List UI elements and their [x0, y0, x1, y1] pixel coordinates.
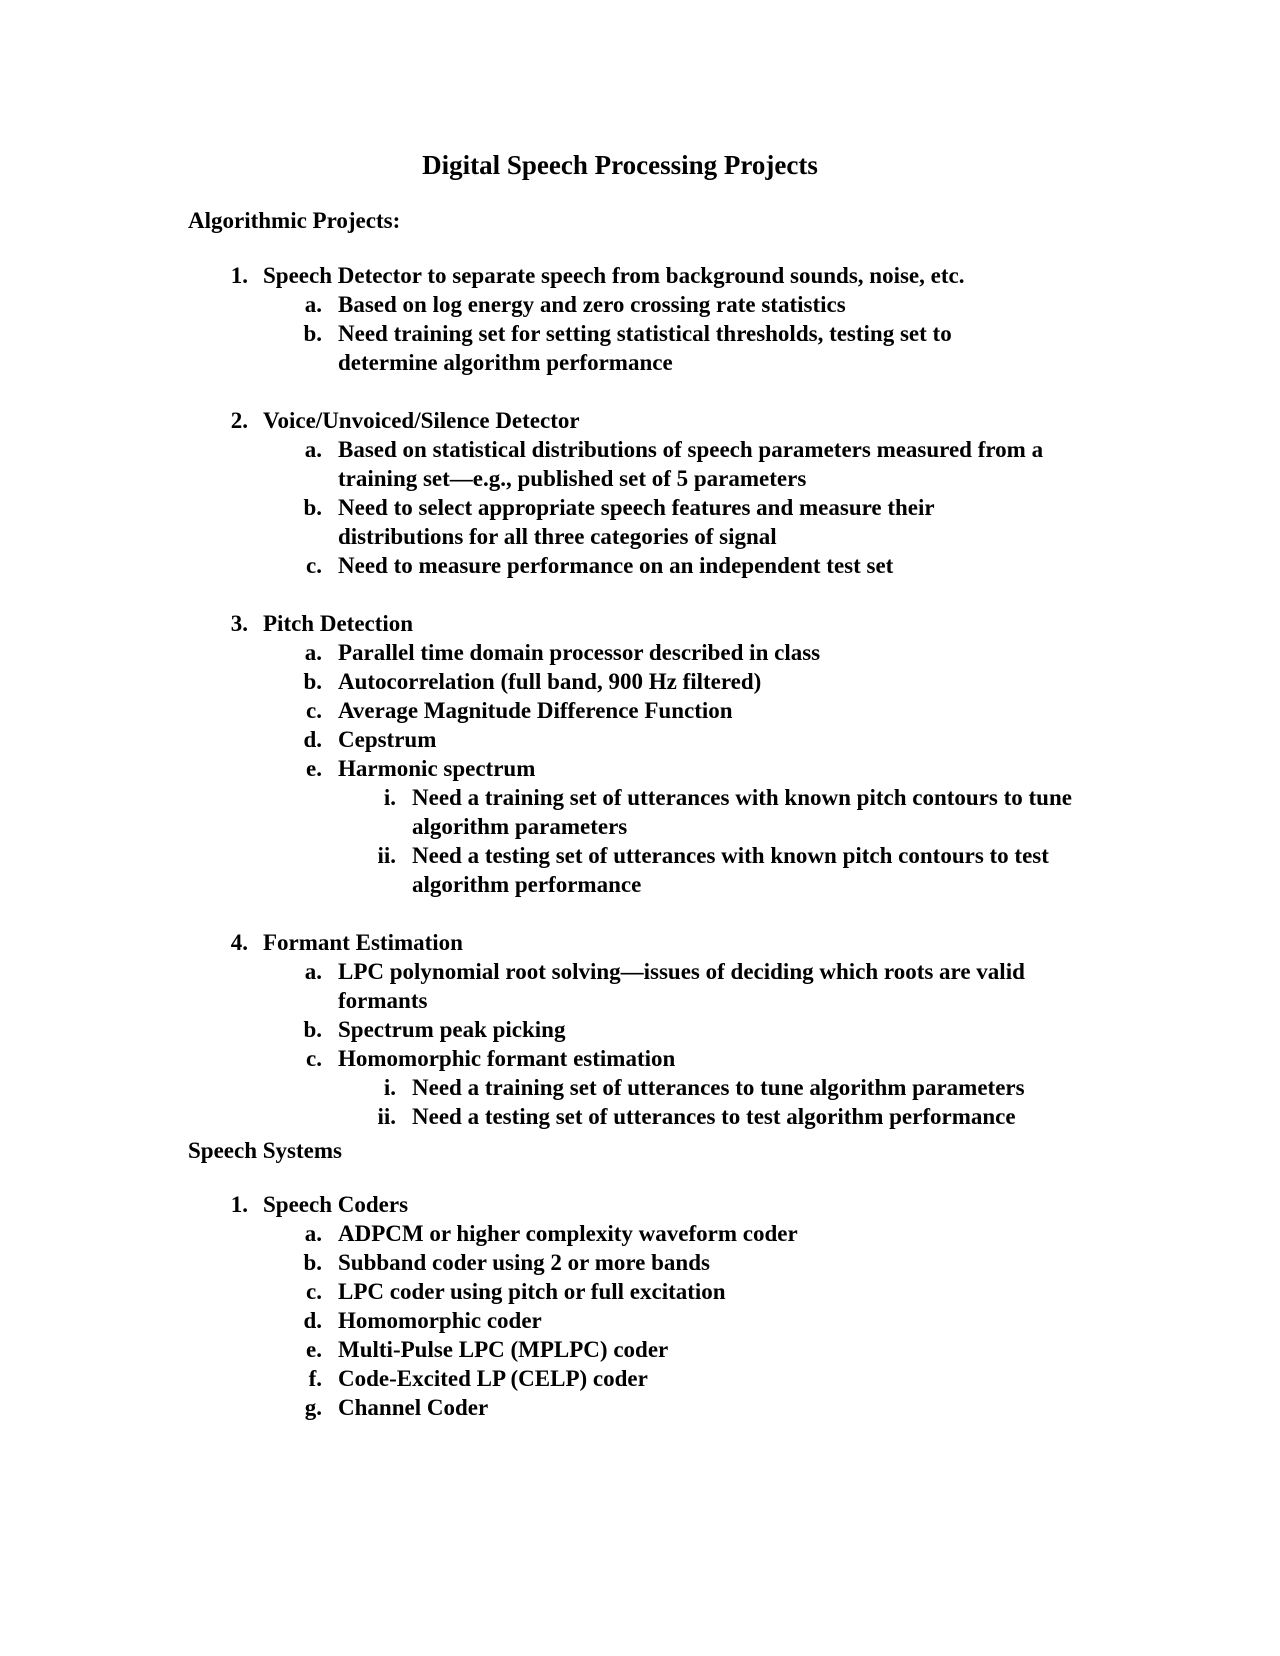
sub-item — [0, 638, 1280, 667]
item-text: Formant Estimation — [263, 930, 463, 955]
sub-item-text: Channel Coder — [338, 1395, 489, 1420]
sub-item-text: Average Magnitude Difference Function — [338, 698, 733, 723]
list-item — [0, 928, 1280, 957]
item-number: 1. — [230, 263, 248, 288]
list-item — [0, 1190, 1280, 1219]
sub-item-label: e. — [306, 756, 322, 781]
sub-item-text: Subband coder using 2 or more bands — [338, 1250, 710, 1275]
sub-sub-item-label: ii. — [377, 1104, 396, 1129]
speech-systems-list — [0, 1190, 1280, 1422]
sub-item-label: b. — [303, 669, 322, 694]
section-heading-algorithmic: Algorithmic Projects: — [188, 208, 401, 233]
sub-item-label: a. — [304, 1221, 322, 1246]
list-item — [0, 609, 1280, 638]
item-text: Speech Detector to separate speech from background sounds, noise, etc. — [263, 263, 965, 288]
sub-item-text: Multi-Pulse LPC (MPLPC) coder — [338, 1337, 669, 1362]
sub-item — [0, 1219, 1280, 1248]
sub-sub-item-label: i. — [383, 1075, 396, 1100]
sub-item-text: Need training set for setting statistical thresholds, testing set to determine algorithm performance — [338, 321, 952, 375]
sub-item-text: LPC coder using pitch or full excitation — [338, 1279, 726, 1304]
list-item — [0, 261, 1280, 290]
sub-item-label: g. — [304, 1395, 322, 1420]
item-number: 4. — [230, 930, 248, 955]
sub-item-text: LPC polynomial root solving—issues of deciding which roots are valid formants — [338, 959, 1025, 1013]
sub-item-label: a. — [304, 959, 322, 984]
sub-item — [0, 319, 1280, 377]
sub-item — [0, 696, 1280, 725]
list-item — [0, 406, 1280, 435]
sub-sub-item-label: i. — [383, 785, 396, 810]
sub-item-label: c. — [306, 1046, 322, 1071]
sub-item — [0, 754, 1280, 783]
sub-item-label: d. — [303, 727, 322, 752]
sub-item-text: Spectrum peak picking — [338, 1017, 566, 1042]
item-number: 1. — [230, 1192, 248, 1217]
item-text: Pitch Detection — [263, 611, 414, 636]
sub-item — [0, 493, 1280, 551]
sub-sub-item — [0, 783, 1280, 841]
sub-sub-item-text: Need a testing set of utterances with known pitch contours to test algorithm performance — [412, 843, 1049, 897]
sub-item-label: a. — [304, 437, 322, 462]
sub-item — [0, 1248, 1280, 1277]
sub-sub-item-text: Need a training set of utterances with known pitch contours to tune algorithm parameters — [412, 785, 1072, 839]
sub-item-text: Based on statistical distributions of speech parameters measured from a training set—e.g., published set of 5 parameters — [338, 437, 1044, 491]
sub-item-label: b. — [303, 321, 322, 346]
sub-item-text: Based on log energy and zero crossing rate statistics — [338, 292, 846, 317]
sub-sub-item — [0, 1102, 1280, 1131]
sub-item — [0, 1277, 1280, 1306]
sub-item — [0, 551, 1280, 580]
sub-item-text: Harmonic spectrum — [338, 756, 536, 781]
page-title: Digital Speech Processing Projects — [422, 150, 818, 180]
sub-sub-item-label: ii. — [377, 843, 396, 868]
algorithmic-projects-list — [0, 261, 1280, 1131]
sub-item-label: b. — [303, 1017, 322, 1042]
sub-item-label: c. — [306, 698, 322, 723]
sub-item-text: Cepstrum — [338, 727, 437, 752]
sub-item — [0, 1393, 1280, 1422]
sub-item-label: f. — [308, 1366, 322, 1391]
sub-item-text: Need to select appropriate speech features and measure their distributions for all three categories of signal — [338, 495, 935, 549]
item-text: Speech Coders — [263, 1192, 409, 1217]
sub-item-label: a. — [304, 640, 322, 665]
section-heading-speech-systems: Speech Systems — [188, 1138, 342, 1163]
item-number: 2. — [230, 408, 248, 433]
sub-sub-item-text: Need a training set of utterances to tune algorithm parameters — [412, 1075, 1025, 1100]
sub-sub-item — [0, 841, 1280, 899]
sub-sub-item-text: Need a testing set of utterances to test algorithm performance — [412, 1104, 1016, 1129]
sub-item-text: Homomorphic coder — [338, 1308, 542, 1333]
sub-item — [0, 1335, 1280, 1364]
sub-item — [0, 667, 1280, 696]
sub-item-text: ADPCM or higher complexity waveform coder — [338, 1221, 798, 1246]
sub-item — [0, 725, 1280, 754]
sub-item — [0, 1306, 1280, 1335]
sub-item-label: c. — [306, 553, 322, 578]
sub-item-label: c. — [306, 1279, 322, 1304]
sub-item-label: d. — [303, 1308, 322, 1333]
sub-item-label: b. — [303, 1250, 322, 1275]
sub-item-text: Code-Excited LP (CELP) coder — [338, 1366, 648, 1391]
sub-item — [0, 957, 1280, 1015]
item-text: Voice/Unvoiced/Silence Detector — [263, 408, 580, 433]
sub-item — [0, 1015, 1280, 1044]
item-number: 3. — [230, 611, 248, 636]
sub-item-text: Autocorrelation (full band, 900 Hz filtered) — [338, 669, 762, 694]
sub-item-label: b. — [303, 495, 322, 520]
sub-item-label: e. — [306, 1337, 322, 1362]
sub-item-label: a. — [304, 292, 322, 317]
sub-item — [0, 1044, 1280, 1073]
sub-item-text: Parallel time domain processor described in class — [338, 640, 821, 665]
sub-item-text: Homomorphic formant estimation — [338, 1046, 676, 1071]
sub-item — [0, 1364, 1280, 1393]
sub-sub-item — [0, 1073, 1280, 1102]
sub-item-text: Need to measure performance on an independent test set — [338, 553, 894, 578]
sub-item — [0, 290, 1280, 319]
sub-item — [0, 435, 1280, 493]
